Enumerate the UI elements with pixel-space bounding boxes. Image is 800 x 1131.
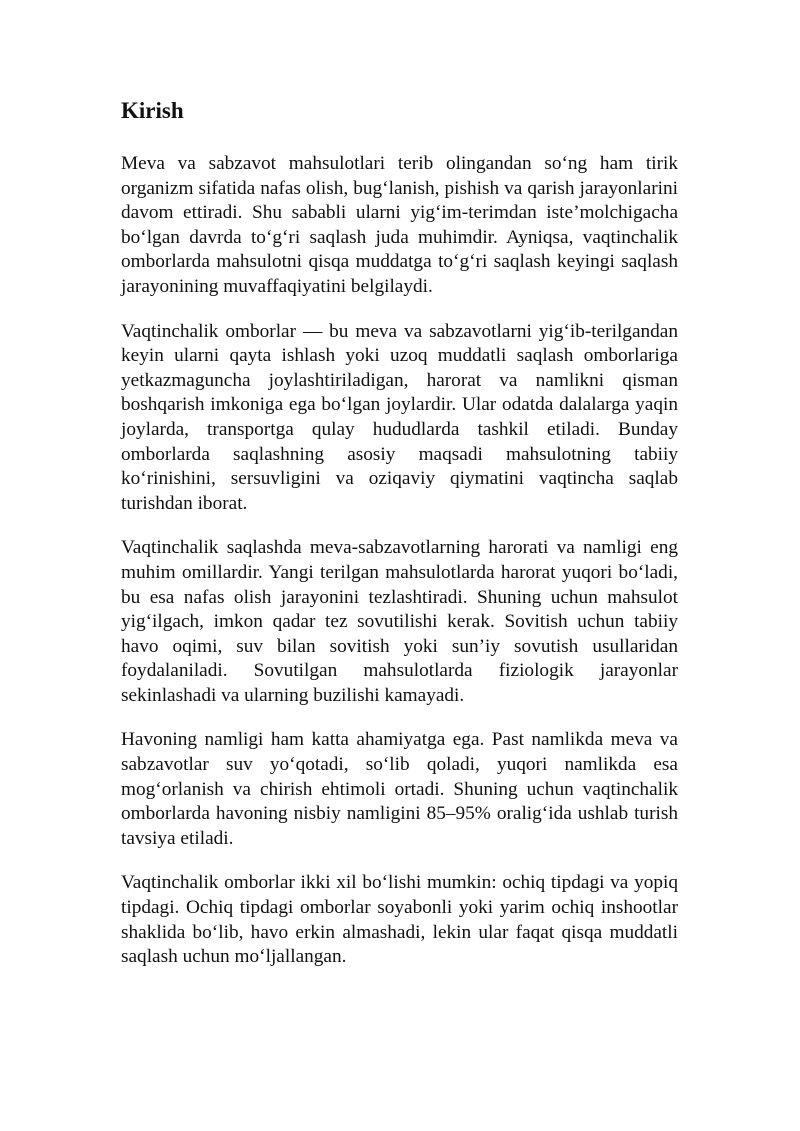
paragraph-storage-types: Vaqtinchalik omborlar ikki xil bo‘lishi mumkin: ochiq tipdagi va yopiq tipdagi. Ochiq tipdagi omborlar soyabonli yoki yarim ochiq inshootlar shaklida bo‘lib, havo erkin almashadi, lekin ular faqat qisqa muddatli saqlash uchun mo‘ljallangan. [121, 872, 678, 968]
paragraph-temporary-storage: Vaqtinchalik omborlar — bu meva va sabzavotlarni yig‘ib-terilgandan keyin ularni qayta ishlash yoki uzoq muddatli saqlash omborlariga yetkazmaguncha joylashtiriladigan, harorat va namlikni qisman boshqarish imkoniga ega bo‘lgan joylardir. Ular odatda dalalarga yaqin joylarda, transportga qulay hududlarda tashkil etiladi. Bunday omborlarda saqlashning asosiy maqsadi mahsulotning tabiiy ko‘rinishini, sersuvligini va oziqaviy qiymatini vaqtincha saqlab turishdan iborat. [121, 320, 678, 514]
section-heading: Kirish [121, 98, 184, 123]
paragraph-temperature-humidity: Vaqtinchalik saqlashda meva-sabzavotlarning harorati va namligi eng muhim omillardir. Yangi terilgan mahsulotlarda harorat yuqori bo‘ladi, bu esa nafas olish jarayonini tezlashtiradi. Shuning uchun mahsulot yig‘ilgach, imkon qadar tez sovutilishi kerak. Sovitish uchun tabiiy havo oqimi, suv bilan sovitish yoki sun’iy sovutish usullaridan foydalaniladi. Sovutilgan mahsulotlarda fiziologik jarayonlar sekinlashadi va ularning buzilishi kamayadi. [121, 537, 678, 706]
paragraph-intro: Meva va sabzavot mahsulotlari terib olingandan so‘ng ham tirik organizm sifatida nafas olish, bug‘lanish, pishish va qarish jarayonlarini davom ettiradi. Shu sababli ularni yig‘im-terimdan iste’molchigacha bo‘lgan davrda to‘g‘ri saqlash juda muhimdir. Ayniqsa, vaqtinchalik omborlarda mahsulotni qisqa muddatga to‘g‘ri saqlash keyingi saqlash jarayonining muvaffaqiyatini belgilaydi. [121, 153, 678, 297]
paragraph-air-humidity: Havoning namligi ham katta ahamiyatga ega. Past namlikda meva va sabzavotlar suv yo‘qotadi, so‘lib qoladi, yuqori namlikda esa mog‘orlanish va chirish ehtimoli ortadi. Shuning uchun vaqtinchalik omborlarda havoning nisbiy namligini 85–95% oralig‘ida ushlab turish tavsiya etiladi. [121, 729, 678, 849]
